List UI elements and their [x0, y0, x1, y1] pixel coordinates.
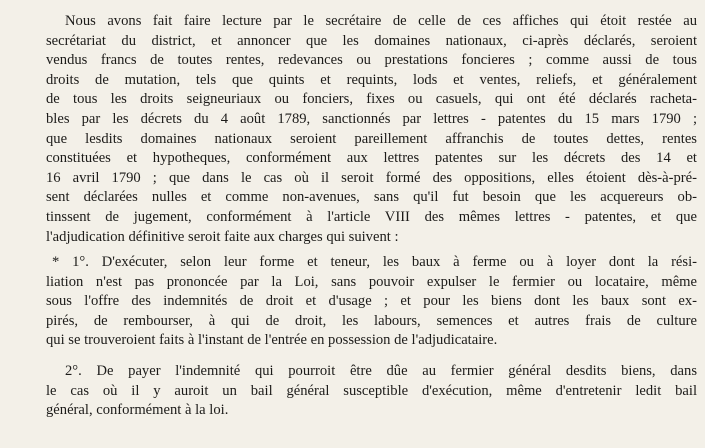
paragraph-article-1	[46, 253, 697, 351]
text-line: * 1°. D'exécuter, selon leur forme et teneur, les baux à ferme ou à loyer dont la rési-	[52, 254, 697, 270]
text-line: l'adjudication définitive seroit faite aux charges qui suivent :	[46, 228, 399, 245]
text-line: droits de mutation, tels que quints et requints, lods et ventes, reliefs, et généralement	[46, 71, 697, 88]
text-line: sent déclarées nulles et comme non-avenues, sans qu'il fut besoin que les acquereurs ob-	[46, 189, 697, 206]
text-line: 2°. De payer l'indemnité qui pourroit être dûe au fermier général desdits biens, dans	[65, 363, 697, 379]
text-line: sous l'offre des indemnités de droit et d'usage ; et pour les biens dont les baux sont ex-	[46, 293, 697, 310]
text-line: pirés, de rembourser, à qui de droit, les labours, semences et autres frais de culture	[46, 312, 697, 329]
text-line: que lesdits domaines nationaux seroient pareillement affranchis de toutes dettes, rentes	[46, 130, 697, 147]
paragraph-intro	[46, 12, 697, 247]
text-line: secrétariat du district, et annoncer que les domaines nationaux, ci-après déclarés, seroient	[46, 32, 697, 49]
text-line: vendus francs de toutes rentes, redevances ou prestations foncieres ; comme aussi de tous	[46, 52, 697, 69]
text-line: constituées et hypotheques, conformément aux lettres patentes sur les décrets des 14 et	[46, 150, 697, 167]
text-line: de tous les droits seigneuriaux ou fonciers, fixes ou casuels, qui ont été déclarés racheta-	[46, 91, 697, 108]
paragraph-article-2	[46, 362, 697, 421]
text-line: Nous avons fait faire lecture par le secrétaire de celle de ces affiches qui étoit restée au	[65, 13, 697, 29]
text-line: tinssent de jugement, conformément à l'article VIII des mêmes lettres - patentes, et que	[46, 208, 697, 225]
text-line: qui se trouveroient faits à l'instant de l'entrée en possession de l'adjudicataire.	[46, 332, 498, 349]
text-line: le cas où il y auroit un bail général susceptible d'exécution, même d'entretenir ledit bail	[46, 382, 697, 399]
text-line: général, conformément à la loi.	[46, 402, 229, 419]
text-line: liation n'est pas prononcée par la Loi, sans pouvoir expulser le fermier ou locataire, même	[46, 273, 697, 290]
text-line: 16 avril 1790 ; que dans le cas où il seroit formé des oppositions, elles étoient dès-à-pré-	[46, 169, 697, 186]
text-line: bles par les décrets du 4 août 1789, sanctionnés par lettres - patentes du 15 mars 1790 ;	[46, 110, 697, 127]
